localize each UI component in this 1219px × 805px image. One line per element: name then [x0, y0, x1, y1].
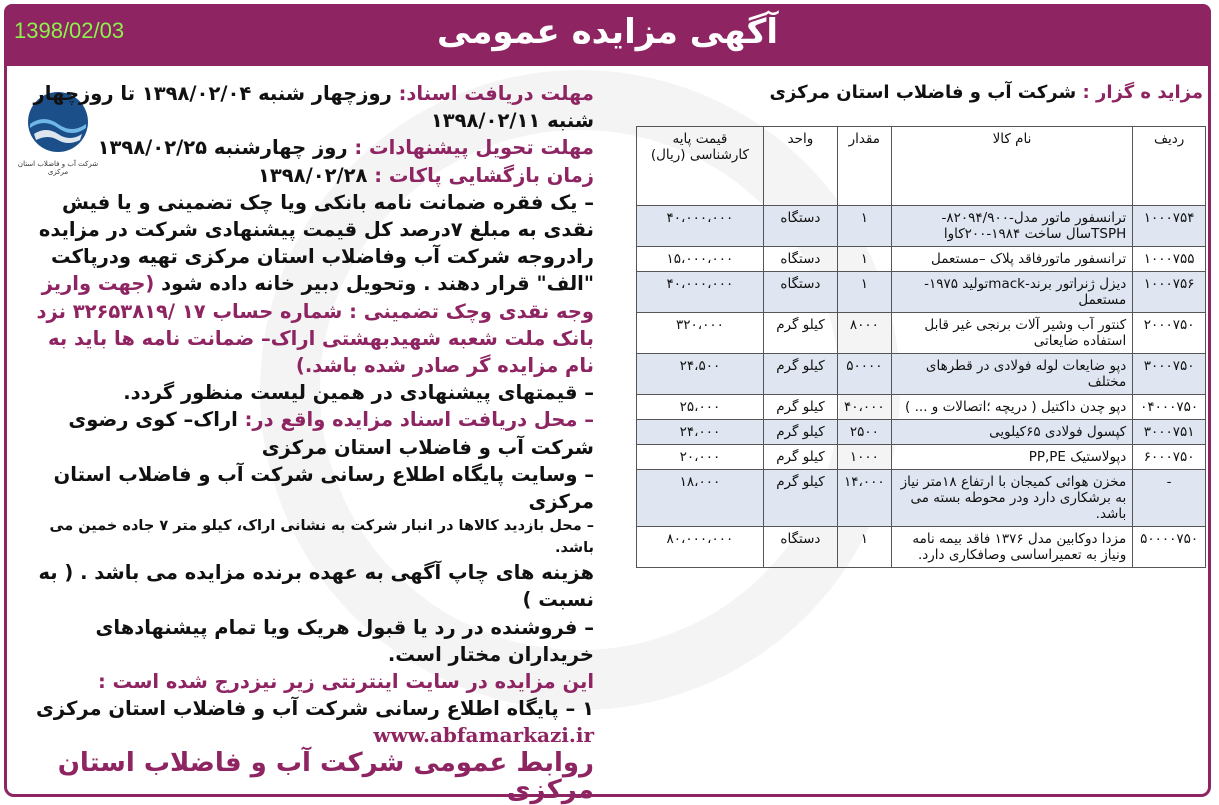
cell-qty: ۱ — [838, 247, 892, 272]
details-column — [20, 80, 594, 804]
cell-code: ۵۰۰۰۰۷۵۰ — [1133, 527, 1206, 568]
table-row — [637, 470, 1206, 527]
cell-price: ۴۰،۰۰۰،۰۰۰ — [637, 206, 764, 247]
opening-value: ۱۳۹۸/۰۲/۲۸ — [257, 163, 368, 187]
location-paragraph — [20, 406, 594, 460]
table-row — [637, 313, 1206, 354]
seller-text: – فروشنده در رد یا قبول هریک ویا تمام پیشنهادهای خریداران مختار است. — [95, 615, 594, 666]
doc-deadline-label: مهلت دریافت اسناد: — [398, 82, 594, 105]
cell-unit: کیلو گرم — [763, 445, 837, 470]
cell-name: مزدا دوکابین مدل ۱۳۷۶ فاقد بیمه نامه ونیاز به تعمیراساسی وصافکاری دارد. — [891, 527, 1133, 568]
header-code: ردیف — [1133, 127, 1206, 206]
header-unit: واحد — [763, 127, 837, 206]
website-text: – وسایت پایگاه اطلاع رسانی شرکت آب و فاضلاب استان مرکزی — [53, 462, 594, 514]
cell-unit: کیلو گرم — [763, 354, 837, 395]
opening-time — [20, 162, 594, 189]
account-text: (جهت واریز وجه نقدی وچک تضمینی : شماره حساب ۱۷ /۳۲۶۵۳۸۱۹ نزد بانک ملت شعبه شهیدبهشتی اراک– ضمانت نامه ها باید به نام مزایده گر صادر شده باشد.) — [36, 272, 594, 378]
cell-code: ۱۰۰۰۷۵۶ — [1133, 272, 1206, 313]
cell-unit: دستگاه — [763, 247, 837, 272]
bid-deadline-label: مهلت تحویل پیشنهادات : — [354, 136, 594, 160]
cost-text: هزینه های چاپ آگهی به عهده برنده مزایده می باشد . ( به نسبت ) — [38, 561, 594, 612]
table-row — [637, 395, 1206, 420]
cell-qty: ۲۵۰۰ — [838, 420, 892, 445]
cell-price: ۴۰،۰۰۰،۰۰۰ — [637, 272, 764, 313]
cell-name: ترانسفور ماتور مدل-۸۲۰۹۴/۹۰۰-TSPHسال ساخت ۱۹۸۴-۲۰۰کاوا — [891, 206, 1133, 247]
table-row — [637, 206, 1206, 247]
table-row — [637, 247, 1206, 272]
cell-name: کپسول فولادی ۶۵کیلویی — [891, 420, 1133, 445]
opening-label: زمان بازگشایی پاکات : — [374, 163, 594, 187]
header-bar — [4, 4, 1211, 66]
cell-code: ۳۰۰۰۷۵۰ — [1133, 354, 1206, 395]
table-header-row — [637, 127, 1206, 206]
cell-code: ۳۰۰۰۷۵۱ — [1133, 420, 1206, 445]
cell-qty: ۱ — [838, 527, 892, 568]
cell-name: دیزل ژنراتور برند-mackتولید ۱۹۷۵-مستعمل — [891, 272, 1133, 313]
visit-text: – محل بازدید کالاها در انبار شرکت به نشانی اراک، کیلو متر ۷ جاده خمین می باشد. — [49, 518, 594, 557]
cell-name: دپولاستیک PP,PE — [891, 445, 1133, 470]
cell-qty: ۸۰۰۰ — [838, 313, 892, 354]
header-price: قیمت پایه کارشناسی (ریال) — [637, 127, 764, 206]
doc-deadline-value: روزچهار شنبه ۱۳۹۸/۰۲/۰۴ تا روزچهار شنبه ۱۳۹۸/۰۲/۱۱ — [33, 82, 594, 133]
cell-unit: کیلو گرم — [763, 470, 837, 527]
cell-unit: کیلو گرم — [763, 395, 837, 420]
auctioneer-label: مزاید ه گزار : — [1082, 82, 1203, 103]
website-link[interactable]: www.abfamarkazi.ir — [373, 723, 594, 748]
cell-unit: دستگاه — [763, 527, 837, 568]
cell-unit: کیلو گرم — [763, 420, 837, 445]
location-value: اراک– کوی رضوی شرکت آب و فاضلاب استان مرکزی — [68, 408, 594, 459]
guarantee-text: – یک فقره ضمانت نامه بانکی ویا چک تضمینی و یا فیش نقدی به مبلغ ۷درصد کل قیمت پیشنهادی شرکت در مزایده رادروجه شرکت آب وفاضلاب استان مرکزی تهیه ودرپاکت "الف" قرار دهند . وتحویل دبیر خانه داده شود — [38, 190, 594, 296]
logo-caption: شرکت آب و فاضلاب استان مرکزی — [17, 160, 99, 176]
cell-name: مخزن هوائی کمیجان با ارتفاع ۱۸متر نیاز به برشکاری دارد ودر محوطه بسته می باشد. — [891, 470, 1133, 527]
table-row — [637, 354, 1206, 395]
cell-code: ۱۰۰۰۷۵۴ — [1133, 206, 1206, 247]
items-table — [636, 126, 1206, 568]
location-label: – محل دریافت اسناد مزایده واقع در: — [244, 408, 594, 432]
cell-price: ۲۴،۵۰۰ — [637, 354, 764, 395]
auctioneer-line — [769, 82, 1203, 103]
cell-price: ۸۰،۰۰۰،۰۰۰ — [637, 527, 764, 568]
cell-qty: ۱ — [838, 272, 892, 313]
auctioneer-value: شرکت آب و فاضلاب استان مرکزی — [769, 82, 1077, 103]
footer-signature: روابط عمومی شرکت آب و فاضلاب استان مرکزی — [57, 747, 594, 805]
cell-name: دپو ضایعات لوله فولادی در قطرهای مختلف — [891, 354, 1133, 395]
cell-price: ۱۸،۰۰۰ — [637, 470, 764, 527]
guarantee-paragraph — [20, 189, 594, 379]
cell-code: ۶۰۰۰۷۵۰ — [1133, 445, 1206, 470]
table-row — [637, 420, 1206, 445]
bid-deadline-value: روز چهارشنبه ۱۳۹۸/۰۲/۲۵ — [97, 136, 348, 160]
internet-text: این مزایده در سایت اینترنتی زیر نیزدرج شده است : — [97, 670, 594, 694]
cell-unit: کیلو گرم — [763, 313, 837, 354]
cell-price: ۳۲۰،۰۰۰ — [637, 313, 764, 354]
cell-unit: دستگاه — [763, 272, 837, 313]
cell-qty: ۴۰،۰۰۰ — [838, 395, 892, 420]
cell-price: ۲۰،۰۰۰ — [637, 445, 764, 470]
cell-code: ۱۰۰۰۷۵۵ — [1133, 247, 1206, 272]
cell-qty: ۱ — [838, 206, 892, 247]
cell-qty: ۵۰۰۰۰ — [838, 354, 892, 395]
cell-name: ترانسفور ماتورفاقد پلاک –مستعمل — [891, 247, 1133, 272]
table-row — [637, 272, 1206, 313]
table-row — [637, 445, 1206, 470]
cell-name: کنتور آب وشیر آلات برنجی غیر قابل استفاده ضایعاتی — [891, 313, 1133, 354]
cell-qty: ۱۰۰۰ — [838, 445, 892, 470]
cell-code: ۰۴۰۰۰۷۵۰ — [1133, 395, 1206, 420]
page-title: آگهی مزایده عمومی — [436, 12, 779, 52]
cell-name: دپو چدن داکتیل ( دریچه ؛اتصالات و ... ) — [891, 395, 1133, 420]
bid-deadline — [20, 134, 594, 161]
list-price-text: – قیمتهای پیشنهادی در همین لیست منظور گردد. — [123, 381, 594, 405]
header-name: نام کالا — [891, 127, 1133, 206]
doc-deadline — [20, 80, 594, 134]
header-qty: مقدار — [838, 127, 892, 206]
portal-text: ۱ – پایگاه اطلاع رسانی شرکت آب و فاضلاب استان مرکزی — [36, 697, 594, 721]
cell-price: ۱۵،۰۰۰،۰۰۰ — [637, 247, 764, 272]
date-stamp: 1398/02/03 — [14, 18, 125, 43]
table-row — [637, 527, 1206, 568]
cell-price: ۲۵،۰۰۰ — [637, 395, 764, 420]
cell-unit: دستگاه — [763, 206, 837, 247]
cell-price: ۲۴،۰۰۰ — [637, 420, 764, 445]
cell-code: - — [1133, 470, 1206, 527]
cell-qty: ۱۴،۰۰۰ — [838, 470, 892, 527]
cell-code: ۲۰۰۰۷۵۰ — [1133, 313, 1206, 354]
